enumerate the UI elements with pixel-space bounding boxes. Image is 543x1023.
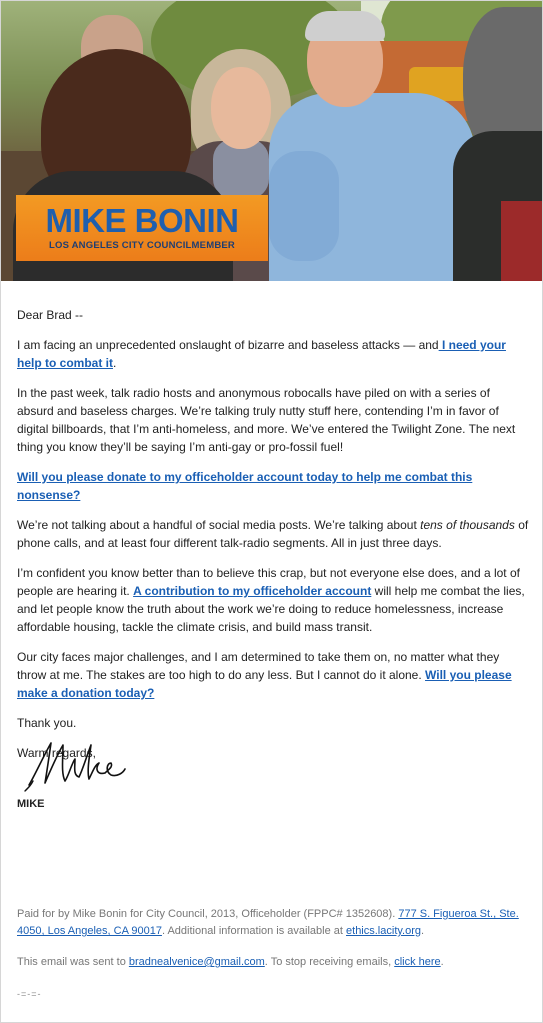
recipient-email-link[interactable]: bradnealvenice@gmail.com — [128, 956, 265, 968]
unsubscribe-link[interactable]: click here — [394, 956, 441, 968]
hero-photo — [1, 1, 542, 281]
logo-subtitle: LOS ANGELES CITY COUNCILMEMBER — [49, 240, 235, 251]
signer-name: MIKE — [17, 798, 45, 810]
campaign-logo — [16, 195, 268, 261]
paragraph-3 — [17, 468, 529, 504]
closing-text: Warm regards, — [17, 746, 96, 760]
logo-name: MIKE BONIN — [45, 202, 239, 239]
footer-divider: -=-=- — [17, 989, 42, 999]
contribution-link[interactable]: A contribution to my officeholder account — [133, 584, 372, 598]
paragraph-6: Our city faces major challenges, and I am determined to take them on, no matter what they throw at me. The stakes are too high to do any less. But I cannot do it alone. Will you please make a donation today? — [17, 650, 512, 700]
paragraph-2: In the past week, talk radio hosts and anonymous robocalls have piled on with a series of absurd and baseless charges. We’re talking truly nutty stuff here, contending I’m in favor of digital billboards, that I’m anti-homeless, and more. We’ve entered the Twilight Zone. The next thing you know they’ll be saying I’m anti-gay or pro-fossil fuel! — [17, 386, 516, 454]
email-body — [17, 306, 529, 774]
address-link[interactable]: 777 S. Figueroa St., Ste. 4050, Los Angeles, CA 90017 — [17, 908, 519, 937]
paragraph-1: I am facing an unprecedented onslaught of bizarre and baseless attacks — and I need your help to combat it. — [17, 338, 506, 370]
greeting: Dear Brad -- — [17, 308, 84, 322]
paid-for-disclaimer: Paid for by Mike Bonin for City Council, 2013, Officeholder (FPPC# 1352608). 777 S. Figueroa St., Ste. 4050, Los Angeles, CA 90017. Additional information is available at ethics.lacity.org. — [17, 908, 519, 937]
thanks-text: Thank you. — [17, 716, 77, 730]
email-footer — [17, 906, 529, 985]
paragraph-4: We’re not talking about a handful of social media posts. We’re talking about tens of thousands of phone calls, and at least four different talk-radio segments. All in just three days. — [17, 518, 529, 550]
paragraph-5: I’m confident you know better than to believe this crap, but not everyone else does, and a lot of people are hearing it. A contribution to my officeholder account will help me combat the lies, and let people know the truth about the work we’re doing to reduce homelessness, increase affordable housing, tackle the climate crisis, and build mass transit. — [17, 566, 525, 634]
sent-to-notice: This email was sent to bradnealvenice@gmail.com. To stop receiving emails, click here. — [17, 956, 444, 968]
emphasis-text: tens of thousands — [420, 518, 515, 532]
donation-today-link[interactable]: Will you please make a donation today? — [17, 668, 512, 700]
donate-link[interactable]: Will you please donate to my officeholder account today to help me combat this nonsense? — [17, 470, 473, 502]
signature-image — [21, 735, 131, 793]
ethics-link[interactable]: ethics.lacity.org — [346, 925, 422, 937]
help-link[interactable]: I need your help to combat it — [17, 338, 506, 370]
